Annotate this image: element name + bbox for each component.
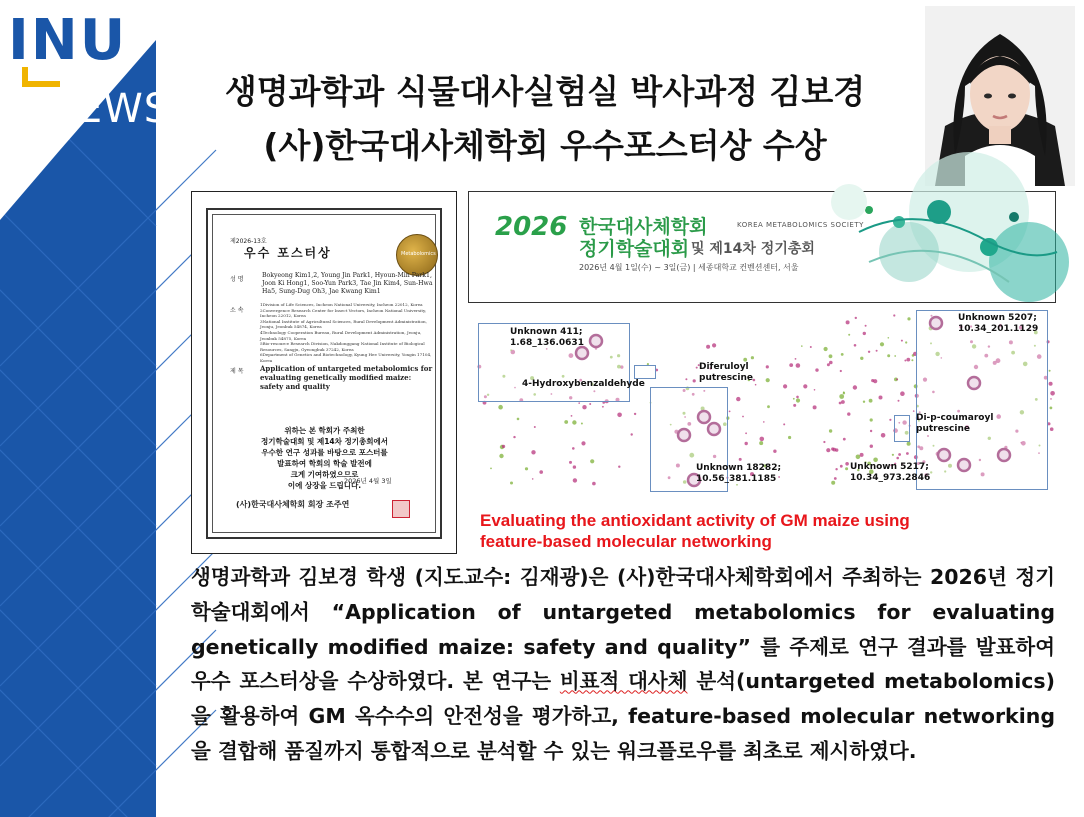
network-node — [589, 403, 591, 405]
network-node — [824, 347, 828, 351]
gold-seal-icon: Metabolomics — [396, 234, 438, 276]
network-node — [900, 391, 905, 396]
cert-topic-label: 제 목 — [230, 368, 244, 375]
network-node — [831, 481, 835, 485]
network-node — [906, 358, 910, 362]
network-node — [840, 370, 842, 372]
network-node — [773, 450, 776, 453]
network-node — [888, 337, 890, 339]
network-node — [490, 468, 492, 470]
network-node — [907, 317, 910, 320]
network-node — [881, 433, 886, 438]
network-node — [602, 406, 604, 408]
network-node — [869, 399, 873, 403]
network-node — [907, 442, 911, 446]
network-node — [815, 368, 818, 371]
network-node — [865, 325, 867, 327]
network-node — [573, 465, 576, 468]
network-node — [1050, 398, 1052, 400]
network-node — [783, 423, 785, 425]
network-node — [853, 385, 857, 389]
network-node — [739, 458, 742, 461]
award-certificate — [191, 191, 457, 554]
network-node — [896, 457, 899, 460]
label-4-hydroxybenzaldehyde: 4-Hydroxybenzaldehyde — [522, 379, 645, 389]
network-node — [783, 384, 787, 388]
article-text-part2: 분석(untargeted metabolomics)을 활용하여 GM 옥수수의 안전성을 평가하고, feature-based molecular networking을 결합해 품질까지 통합적으로 분석할 수 있는 워크플로우를 최초로 제시하였다. — [191, 669, 1055, 763]
article-text-part1: 생명과학과 김보경 학생 (지도교수: 김재광)은 (사)한국대사체학회에서 주최하는 2026년 정기학술대회에서 “Application of untargeted metabolomics for evaluating genetically modified maize: safety and quality” 를 주제로 연구 결과를 발표하여 우수 포스터상을 수상하였다. 본 연구는 — [191, 565, 1055, 694]
network-node — [753, 379, 756, 382]
network-node — [846, 320, 850, 324]
network-node — [631, 433, 633, 435]
network-node — [760, 437, 765, 442]
banner-society-name: 한국대사체학회 — [579, 216, 708, 238]
headline-line1: 생명과학과 식물대사실험실 박사과정 김보경 — [224, 72, 866, 111]
network-inset-right — [916, 310, 1048, 490]
network-node — [525, 467, 528, 470]
network-node — [870, 445, 873, 448]
network-node — [843, 391, 845, 393]
network-node — [829, 361, 833, 365]
network-node — [896, 378, 898, 380]
network-node — [745, 442, 748, 445]
network-node — [839, 394, 844, 399]
network-node — [887, 354, 890, 357]
network-node — [517, 418, 520, 421]
network-node — [696, 367, 698, 369]
network-node — [845, 467, 848, 470]
cert-date: 2026년 4월 3일 — [344, 477, 392, 485]
banner-event-sub: 및 제14차 정기총회 — [691, 241, 815, 257]
network-node — [569, 461, 572, 464]
network-node — [803, 384, 807, 388]
network-node — [1050, 407, 1053, 410]
network-node — [685, 378, 687, 380]
network-node — [502, 445, 505, 448]
headline-line2: (사)한국대사체학회 우수포스터상 수상 — [263, 126, 827, 165]
network-node — [854, 344, 857, 347]
red-stamp-icon — [392, 500, 410, 518]
network-node — [592, 482, 596, 486]
inu-logo-text: INU — [8, 8, 128, 73]
network-node — [581, 423, 583, 425]
label-diferuloyl-putrescine: Diferuloyl putrescine — [699, 362, 753, 383]
network-node — [796, 363, 801, 368]
network-node — [1050, 391, 1055, 396]
network-node — [893, 314, 895, 316]
network-node — [905, 341, 907, 343]
network-node — [868, 351, 870, 353]
network-node — [863, 332, 866, 335]
network-node — [1049, 382, 1053, 386]
banner-english-name: KOREA METABOLOMICS SOCIETY — [737, 221, 864, 229]
network-node — [793, 404, 796, 407]
cert-authors: Bokyeong Kim1,2, Young Jin Park1, Hyoun-Min Park1, Joon Ki Hong1, Soo-Yun Park3, Tae Jin Kim4, Sun-Hwa Ha5, Sung-Dug Oh3, Jae Kwang Kim1 — [262, 272, 433, 295]
network-node — [906, 452, 909, 455]
network-node — [813, 405, 817, 409]
network-node — [767, 405, 770, 408]
certificate-title: 우수 포스터상 — [244, 246, 332, 260]
network-node — [829, 354, 833, 358]
network-node — [729, 411, 731, 413]
label-unknown-18282: Unknown 18282; 10.56_381.1185 — [696, 463, 782, 484]
sidebar — [0, 0, 171, 817]
network-node — [513, 436, 515, 438]
network-node — [510, 482, 513, 485]
network-node — [863, 401, 865, 403]
network-node — [814, 389, 816, 391]
label-unknown-5217: Unknown 5217; 10.34_973.2846 — [850, 462, 931, 483]
network-node — [829, 429, 832, 432]
network-node — [578, 402, 580, 404]
network-node — [766, 365, 769, 368]
network-node — [889, 419, 891, 421]
label-unknown-411: Unknown 411; 1.68_136.0631 — [510, 327, 584, 348]
network-node — [834, 477, 837, 480]
network-node — [898, 453, 901, 456]
network-node — [848, 334, 850, 336]
network-highlight-box — [634, 365, 656, 379]
network-node — [571, 415, 573, 417]
network-node — [763, 421, 765, 423]
network-node — [572, 447, 575, 450]
network-node — [855, 317, 857, 319]
certificate-number: 제2026-13호 — [230, 238, 267, 245]
network-node — [573, 478, 577, 482]
network-node — [894, 355, 896, 357]
network-node — [879, 396, 883, 400]
network-node — [796, 398, 800, 402]
cert-affil-label: 소 속 — [230, 307, 244, 314]
network-node — [755, 384, 757, 386]
cert-topic: Application of untargeted metabolomics for evaluating genetically modified maize: safety and quality — [260, 364, 433, 391]
network-node — [742, 416, 744, 418]
network-node — [582, 405, 586, 409]
network-node — [693, 379, 696, 382]
network-node — [795, 358, 797, 360]
cert-name-label: 성 명 — [230, 276, 244, 283]
network-node — [706, 345, 710, 349]
network-node — [901, 340, 903, 342]
network-node — [876, 350, 878, 352]
network-node — [534, 426, 536, 428]
network-node — [845, 462, 849, 466]
label-unknown-5207: Unknown 5207; 10.34_201.1129 — [958, 313, 1039, 334]
network-node — [531, 450, 535, 454]
network-node — [860, 357, 863, 360]
news-label: NEWS — [46, 86, 171, 132]
network-node — [634, 413, 636, 415]
network-node — [789, 363, 793, 367]
network-node — [736, 397, 740, 401]
network-node — [759, 441, 763, 445]
network-node — [564, 420, 568, 424]
network-highlight-box — [894, 415, 910, 442]
cert-issuer: (사)한국대사체학회 회장 조주연 — [236, 500, 350, 509]
network-node — [880, 342, 884, 346]
network-node — [840, 465, 843, 468]
label-di-p-coumaroyl-putrescine: Di-p-coumaroyl putrescine — [916, 413, 994, 434]
network-node — [1049, 370, 1051, 372]
conference-banner — [468, 191, 1056, 303]
network-node — [766, 378, 770, 382]
network-node — [904, 360, 906, 362]
network-node — [871, 379, 874, 382]
network-node — [870, 418, 873, 421]
figure-caption: Evaluating the antioxidant activity of GM maize using feature-based molecular networking — [480, 511, 910, 551]
network-node — [810, 346, 812, 348]
cert-affiliations: 1Division of Life Sciences, Incheon National University, Incheon 22012, Korea 2Convergence Research Center for Insect Vectors, Incheon National University, Incheon 22012, Korea 3National Institute of Agricultural Sciences, Rural Development Administration, Jeonju, Jeonbuk 54874, Korea 4Technology Cooperation Bureau, Rural Development Administration, Jeonju, Jeonbuk 54875, Korea 5Bio-resource Research Division, Nakdonggang National Institute of Biological Resources, Sangju, Gyeongbuk 37242, Korea 6Department of Genetics and Biotechnology, Kyung Hee University, Yongin 17104, Korea — [260, 302, 432, 363]
network-node — [712, 343, 716, 347]
network-node — [532, 478, 534, 480]
network-node — [572, 420, 576, 424]
network-node — [499, 454, 503, 458]
network-node — [796, 396, 799, 399]
network-node — [847, 412, 850, 415]
network-node — [841, 353, 844, 356]
network-node — [498, 405, 503, 410]
molecular-network-figure — [474, 305, 1056, 505]
article-body — [191, 560, 1055, 769]
network-node — [856, 455, 861, 460]
article-underlined-term: 비표적 대사체 — [559, 669, 688, 694]
network-node — [590, 459, 594, 463]
network-node — [870, 430, 872, 432]
network-node — [860, 453, 864, 457]
network-node — [788, 436, 791, 439]
network-node — [832, 448, 836, 452]
network-node — [843, 438, 846, 441]
network-node — [892, 454, 894, 456]
network-node — [835, 468, 837, 470]
network-node — [801, 345, 803, 347]
network-node — [751, 356, 754, 359]
network-node — [1050, 427, 1054, 431]
network-node — [898, 400, 900, 402]
network-node — [617, 413, 622, 418]
network-node — [841, 400, 845, 404]
cert-body-text: 위하는 본 학회가 주최한 정기학술대회 및 제14차 정기총회에서 우수한 연구 성과를 바탕으로 포스터를 발표하여 학회의 학술 발전에 크게 기여하였으므로 이에 상장을 드립니다. — [261, 426, 388, 490]
network-node — [539, 470, 543, 474]
network-node — [618, 466, 620, 468]
network-node — [826, 448, 830, 452]
network-node — [793, 398, 795, 400]
network-node — [913, 410, 915, 412]
network-node — [745, 432, 747, 434]
banner-date: 2026년 4월 1일(수) ~ 3일(금) | 세종대학교 컨벤션센터, 서울 — [579, 263, 799, 272]
banner-year: 2026 — [495, 212, 568, 242]
banner-event-name: 정기학술대회 — [579, 238, 690, 260]
network-node — [823, 441, 825, 443]
network-node — [581, 441, 585, 445]
network-node — [911, 359, 913, 361]
